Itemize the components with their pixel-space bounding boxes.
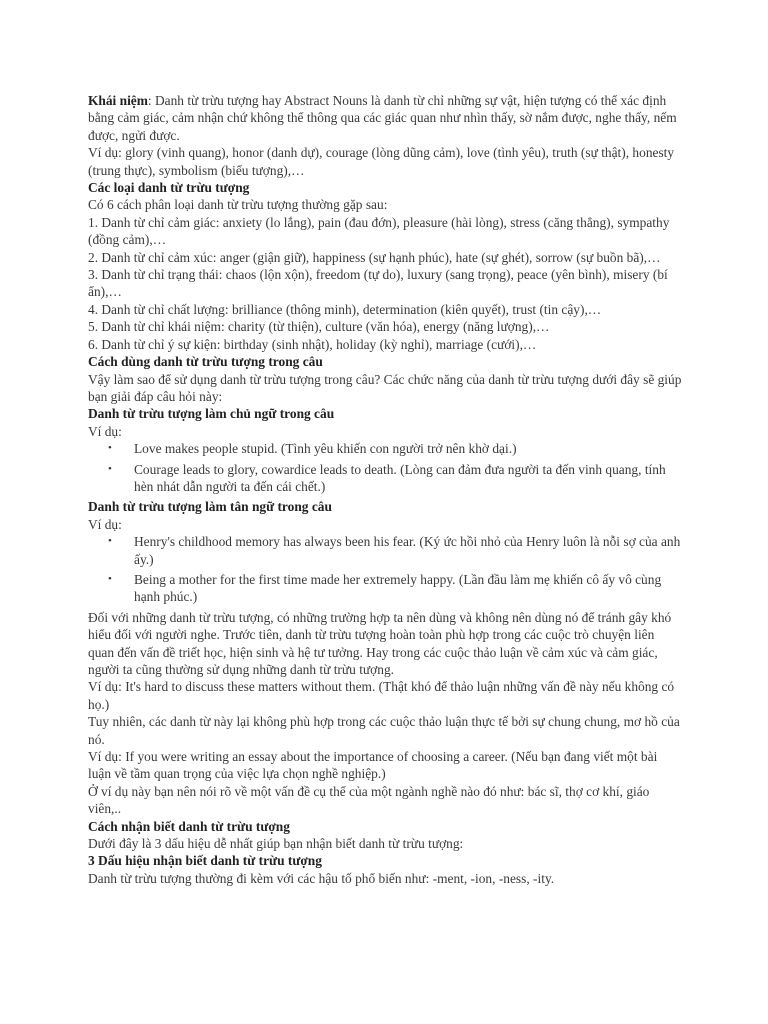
list-item-text: Being a mother for the first time made her extremely happy. (Lần đầu làm mẹ khiến cô ấy vô cùng hạnh phúc.)	[134, 571, 662, 605]
usage-lead: Vậy làm sao để sử dụng danh từ trừu tượng trong câu? Các chức năng của danh từ trừu tượng dưới đây sẽ giúp bạn giải đáp câu hỏi này:	[88, 371, 682, 404]
list-item	[108, 461, 682, 496]
subject-heading: Danh từ trừu tượng làm chủ ngữ trong câu	[88, 406, 335, 422]
recognition-lead: Dưới đây là 3 dấu hiệu dễ nhất giúp bạn nhận biết danh từ trừu tượng:	[88, 836, 464, 852]
list-item-text: Love makes people stupid. (Tình yêu khiến con người trở nên khờ dại.)	[134, 441, 517, 457]
types-heading: Các loại danh từ trừu tượng	[88, 180, 250, 196]
recognition-text: Danh từ trừu tượng thường đi kèm với các hậu tố phổ biến như: -ment, -ion, -ness, -ity.	[88, 870, 555, 886]
object-heading: Danh từ trừu tượng làm tân ngữ trong câu	[88, 499, 332, 515]
types-item-4: 4. Danh từ chỉ chất lượng: brilliance (thông minh), determination (kiên quyết), trust (tin cậy),…	[88, 301, 602, 317]
types-lead: Có 6 cách phân loại danh từ trừu tượng thường gặp sau:	[88, 197, 388, 213]
recognition-subheading: 3 Dấu hiệu nhận biết danh từ trừu tượng	[88, 853, 322, 869]
types-item-2: 2. Danh từ chỉ cảm xúc: anger (giận giữ), happiness (sự hạnh phúc), hate (sự ghét), sorrow (sự buồn bã),…	[88, 249, 661, 265]
bullet-icon: •	[108, 535, 112, 548]
list-item	[108, 440, 682, 457]
example-intro: Ví dụ: glory (vinh quang), honor (danh dự), courage (lòng dũng cảm), love (tình yêu), truth (sự thật), honesty (trung thực), symbolism (biểu tượng),…	[88, 145, 675, 178]
usage-paragraph-3: Tuy nhiên, các danh từ này lại không phù hợp trong các cuộc thảo luận thực tế bởi sự chung chung, mơ hồ của nó.	[88, 714, 680, 747]
intro-text: : Danh từ trừu tượng hay Abstract Nouns là danh từ chỉ những sự vật, hiện tượng có thể xác định bằng cảm giác, cảm nhận chứ không thể thông qua các giác quan như nhìn thấy, sờ nắm được, nghe thấy, nếm được, ngửi được.	[88, 93, 677, 143]
intro-term: Khái niệm	[88, 93, 148, 108]
usage-paragraph-2: Ví dụ: It's hard to discuss these matters without them. (Thật khó để thảo luận những vấn đề này nếu không có họ.)	[88, 679, 675, 712]
list-item-text: Henry's childhood memory has always been his fear. (Ký ức hồi nhỏ của Henry luôn là nỗi sợ của anh ấy.)	[134, 534, 681, 567]
subject-example-list	[88, 440, 682, 495]
object-example-list	[88, 533, 682, 606]
list-item	[108, 533, 682, 568]
usage-paragraph-5: Ở ví dụ này bạn nên nói rõ về một vấn đề cụ thể của một ngành nghề nào đó như: bác sĩ, thợ cơ khí, giáo viên,..	[88, 783, 650, 817]
bullet-icon: •	[108, 572, 112, 585]
subject-example-label: Ví dụ:	[88, 423, 122, 439]
types-item-3: 3. Danh từ chỉ trạng thái: chaos (lộn xộn), freedom (tự do), luxury (sang trọng), peace (yên bình), misery (bí ẩn),…	[88, 267, 668, 300]
document-page	[88, 92, 682, 887]
object-example-label: Ví dụ:	[88, 516, 122, 532]
types-item-6: 6. Danh từ chỉ ý sự kiện: birthday (sinh nhật), holiday (kỳ nghỉ), marriage (cưới),…	[88, 336, 537, 352]
types-item-5: 5. Danh từ chỉ khái niệm: charity (từ thiện), culture (văn hóa), energy (năng lượng),…	[88, 319, 550, 335]
types-item-1: 1. Danh từ chỉ cảm giác: anxiety (lo lắng), pain (đau đớn), pleasure (hài lòng), stress (căng thẳng), sympathy (đồng cảm),…	[88, 214, 670, 248]
bullet-icon: •	[108, 442, 112, 455]
recognition-heading: Cách nhận biết danh từ trừu tượng	[88, 818, 290, 834]
usage-paragraph-1: Đối với những danh từ trừu tượng, có những trường hợp ta nên dùng và không nên dùng nó để tránh gây khó hiểu đối với người nghe. Trước tiên, danh từ trừu tượng hoàn toàn phù hợp trong các cuộc trò chuyện liên quan đến vấn đề triết học, hiện sinh và hệ tư tưởng. Hay trong các cuộc thảo luận về cảm xúc và cảm giác, người ta cũng thường sử dụng những danh từ trừu tượng.	[88, 609, 672, 677]
usage-heading: Cách dùng danh từ trừu tượng trong câu	[88, 354, 323, 370]
bullet-icon: •	[108, 462, 112, 475]
intro-paragraph	[88, 92, 682, 144]
list-item-text: Courage leads to glory, cowardice leads to death. (Lòng can đảm đưa người ta đến vinh quang, tính hèn nhát dẫn người ta đến cái chết.)	[134, 461, 666, 494]
usage-paragraph-4: Ví dụ: If you were writing an essay about the importance of choosing a career. (Nếu bạn đang viết một bài luận về tầm quan trọng của việc lựa chọn nghề nghiệp.)	[88, 749, 658, 782]
list-item	[108, 571, 682, 606]
